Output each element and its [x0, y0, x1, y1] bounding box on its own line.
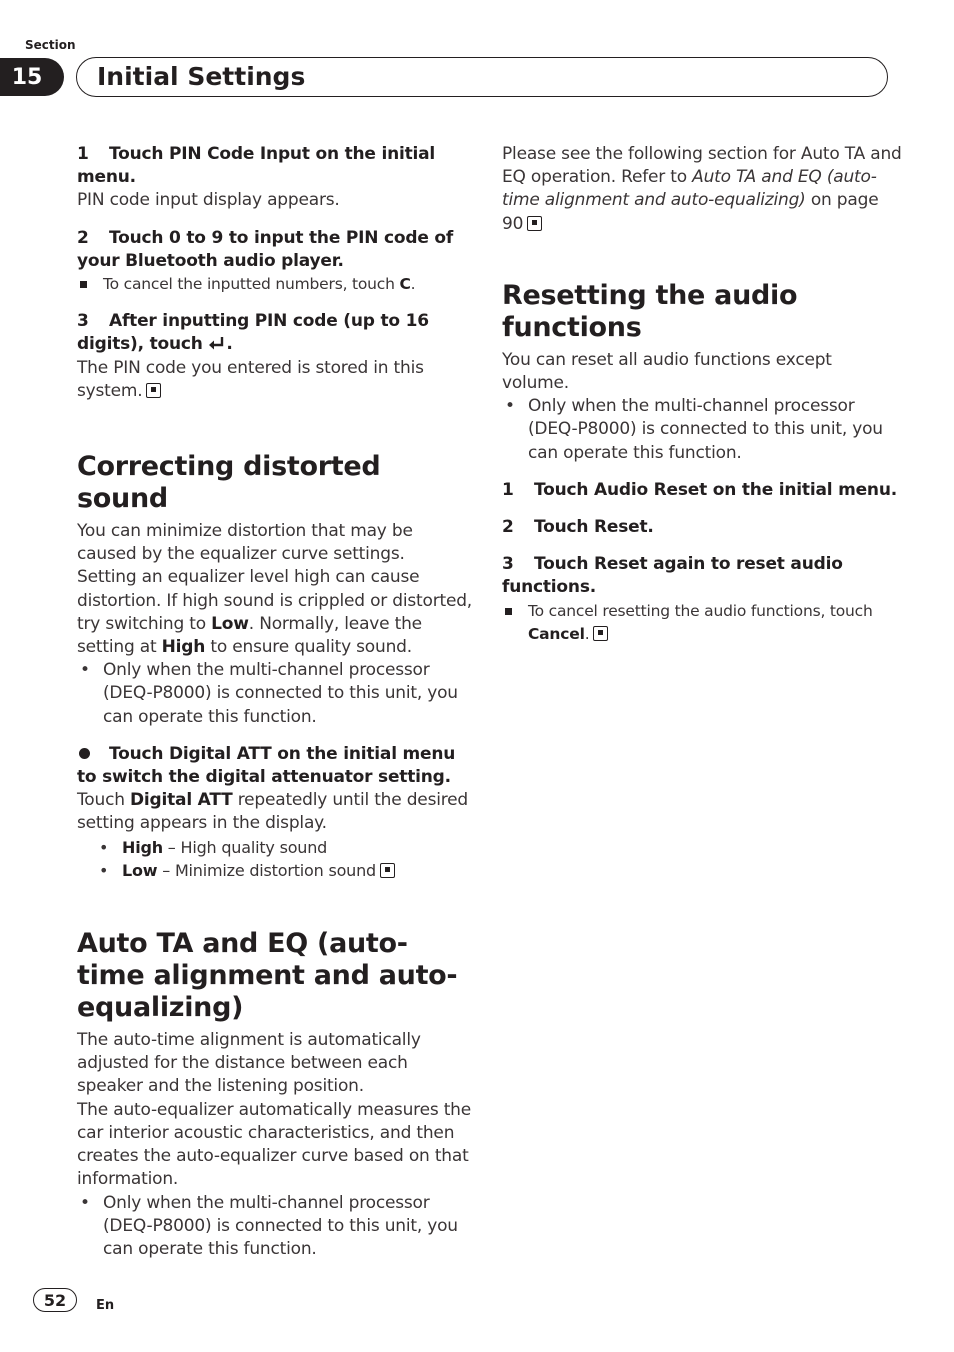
end-mark-icon	[380, 863, 395, 878]
section-number: 15	[0, 58, 64, 96]
note-square-icon	[80, 281, 87, 288]
step-1-body: PIN code input display appears.	[77, 190, 340, 211]
end-mark-icon	[593, 626, 608, 641]
page-title: Initial Settings	[97, 62, 306, 91]
language-code: En	[96, 1298, 115, 1313]
heading-auto-ta-eq: Auto TA and EQ (auto-time alignment and auto-equalizing)	[77, 928, 458, 1024]
page-number: 52	[33, 1288, 77, 1312]
correcting-p2: Setting an equalizer level high can cause distortion. If high sound is crippled or distorted, try switching to Low. Normally, leave the setting at High to ensure quality sound.	[77, 567, 473, 658]
reset-note: To cancel resetting the audio functions, touch Cancel.	[502, 600, 902, 646]
left-column	[77, 143, 472, 1261]
section-label: Section	[25, 38, 76, 52]
correcting-bullet: • Only when the multi-channel processor (DEQ-P8000) is connected to this unit, you can operate this function.	[80, 660, 458, 727]
digital-att-body: Touch Digital ATT repeatedly until the desired setting appears in the display.	[77, 790, 469, 834]
right-column	[502, 143, 902, 646]
step-1: 1 Touch PIN Code Input on the initial menu.	[77, 144, 436, 188]
intro-paragraph: Please see the following section for Auto TA and EQ operation. Refer to Auto TA and EQ (auto-time alignment and auto-equalizing) on page 90	[502, 144, 902, 234]
enter-icon	[208, 336, 226, 350]
step-3-body: The PIN code you entered is stored in this system.	[77, 357, 424, 401]
auto-bullet: • Only when the multi-channel processor (DEQ-P8000) is connected to this unit, you can operate this function.	[80, 1192, 458, 1259]
reset-step-1: 1 Touch Audio Reset on the initial menu.	[502, 479, 897, 500]
resetting-bullet: • Only when the multi-channel processor (DEQ-P8000) is connected to this unit, you can operate this function.	[505, 396, 883, 463]
auto-p1: The auto-time alignment is automatically adjusted for the distance between each speaker and the listening position.	[77, 1030, 421, 1097]
digital-att-step: Touch Digital ATT on the initial menu to switch the digital attenuator setting.	[77, 743, 456, 788]
reset-step-3: 3 Touch Reset again to reset audio functions.	[502, 554, 843, 598]
resetting-p1: You can reset all audio functions except volume.	[502, 349, 832, 394]
auto-p2: The auto-equalizer automatically measures the car interior acoustic characteristics, and then creates the auto-equalizer curve based on that information.	[77, 1099, 471, 1190]
correcting-p1: You can minimize distortion that may be caused by the equalizer curve settings.	[77, 521, 413, 565]
step-2-note: To cancel the inputted numbers, touch C.	[77, 273, 472, 296]
option-low: • Low – Minimize distortion sound	[77, 859, 472, 882]
heading-correcting: Correcting distorted sound	[77, 451, 381, 515]
end-mark-icon	[527, 216, 542, 231]
note-square-icon	[505, 608, 512, 615]
option-high: • High – High quality sound	[99, 837, 328, 857]
end-mark-icon	[146, 383, 161, 398]
step-3: 3 After inputting PIN code (up to 16 digits), touch .	[77, 311, 429, 355]
reset-step-2: 2 Touch Reset.	[502, 517, 654, 538]
heading-resetting: Resetting the audio functions	[502, 279, 798, 343]
step-2: 2 Touch 0 to 9 to input the PIN code of your Bluetooth audio player.	[77, 227, 454, 271]
